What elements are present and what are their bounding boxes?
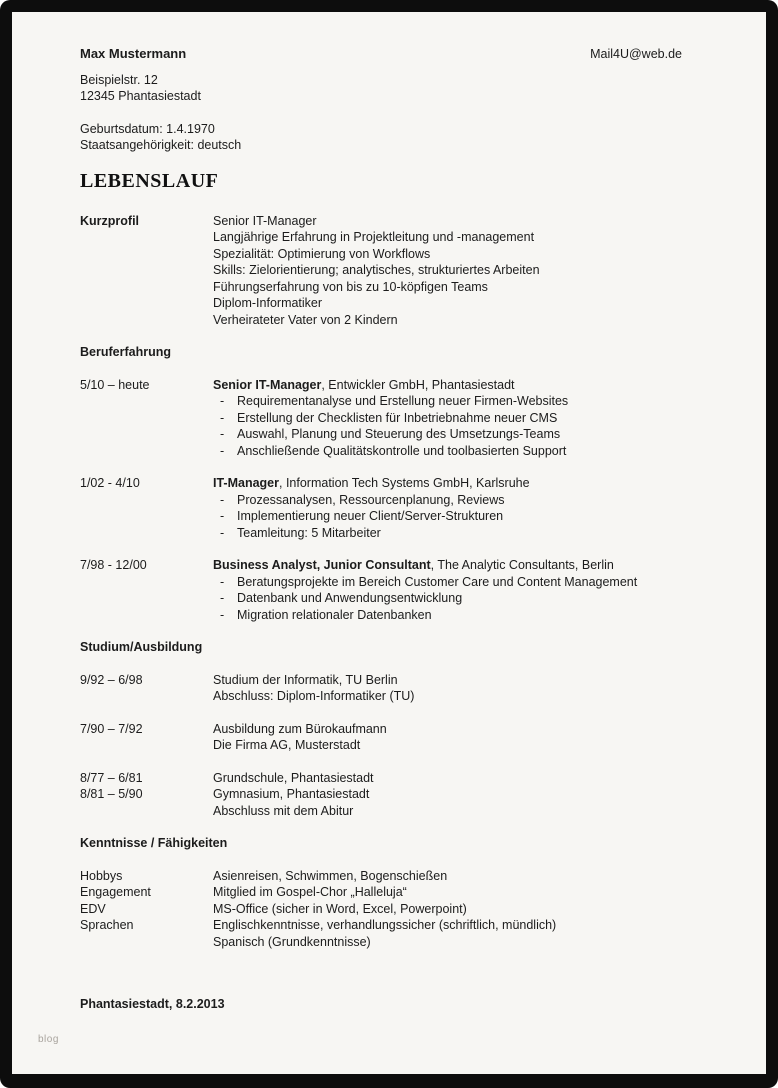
skill-label: Engagement — [80, 885, 151, 899]
birthdate: Geburtsdatum: 1.4.1970 — [80, 121, 215, 136]
kurzprofil-line: Senior IT-Manager — [213, 213, 317, 228]
job-title-bold: Senior IT-Manager — [213, 377, 322, 392]
bullet-dash: - — [220, 443, 225, 458]
bullet-dash: - — [220, 525, 225, 540]
address-line-2: 12345 Phantasiestadt — [80, 89, 201, 103]
bullet-text: Auswahl, Planung und Steuerung des Umsetzungs-Teams — [237, 427, 561, 441]
education-line: Die Firma AG, Musterstadt — [213, 738, 361, 752]
job-date: 7/98 - 12/00 — [80, 558, 147, 572]
resume-page — [12, 12, 766, 1074]
skill-label: EDV — [80, 901, 106, 916]
kurzprofil-line: Führungserfahrung von bis zu 10-köpfigen Teams — [213, 279, 488, 294]
job-date: 5/10 – heute — [80, 377, 150, 392]
education-line: Abschluss mit dem Abitur — [213, 803, 354, 818]
job-title-bold: Business Analyst, Junior Consultant — [213, 558, 431, 572]
job-details — [213, 475, 682, 541]
bullet-dash: - — [220, 427, 225, 441]
header — [80, 46, 682, 63]
bullet-text: Migration relationaler Datenbanken — [237, 607, 432, 622]
skill-line: Asienreisen, Schwimmen, Bogenschießen — [213, 868, 448, 883]
kurzprofil-content — [213, 213, 682, 329]
education-date: 8/81 – 5/90 — [80, 787, 143, 801]
document-title: LEBENSLAUF — [80, 169, 219, 192]
bullet-item — [213, 443, 682, 460]
skill-details — [213, 901, 682, 918]
kurzprofil-line: Langjährige Erfahrung in Projektleitung und -management — [213, 230, 535, 244]
bullet-text: Prozessanalysen, Ressourcenplanung, Reviews — [237, 492, 505, 507]
bullet-item — [213, 393, 682, 410]
job-entry — [80, 557, 682, 623]
bullet-text: Datenbank und Anwendungsentwicklung — [237, 591, 463, 605]
bullet-text: Erstellung der Checklisten für Inbetriebnahme neuer CMS — [237, 410, 558, 425]
bullet-item — [213, 590, 682, 607]
skill-row — [80, 917, 682, 950]
education-line: Grundschule, Phantasiestadt — [213, 770, 374, 785]
bullet-dash: - — [220, 607, 225, 622]
kurzprofil-line: Skills: Zielorientierung; analytisches, strukturiertes Arbeiten — [213, 263, 540, 277]
job-details — [213, 377, 682, 460]
section-heading-berufserfahrung: Beruferfahrung — [80, 345, 171, 359]
section-kurzprofil — [80, 213, 682, 329]
bullet-text: Teamleitung: 5 Mitarbeiter — [237, 525, 381, 540]
skill-line: MS-Office (sicher in Word, Excel, Powerpoint) — [213, 901, 467, 916]
bullet-text: Beratungsprojekte im Bereich Customer Care und Content Management — [237, 574, 638, 589]
email-address: Mail4U@web.de — [590, 47, 682, 61]
skill-row — [80, 868, 682, 885]
skill-line: Englischkenntnisse, verhandlungssicher (schriftlich, mündlich) — [213, 918, 557, 932]
education-line: Studium der Informatik, TU Berlin — [213, 672, 398, 687]
bullet-dash: - — [220, 410, 225, 425]
bullet-item — [213, 607, 682, 624]
education-entry — [80, 672, 682, 705]
skill-line: Mitglied im Gospel-Chor „Halleluja“ — [213, 885, 407, 899]
section-heading-ausbildung: Studium/Ausbildung — [80, 640, 203, 654]
job-title-line — [213, 557, 682, 574]
kurzprofil-line: Verheirateter Vater von 2 Kindern — [213, 312, 398, 327]
education-line: Abschluss: Diplom-Informatiker (TU) — [213, 689, 415, 703]
skill-label: Hobbys — [80, 868, 123, 883]
bullet-text: Anschließende Qualitätskontrolle und toolbasierten Support — [237, 443, 567, 458]
skill-details — [213, 917, 682, 950]
bullet-item — [213, 492, 682, 509]
bullet-dash: - — [220, 492, 225, 507]
education-details — [213, 721, 682, 754]
section-heading-kenntnisse: Kenntnisse / Fähigkeiten — [80, 836, 228, 850]
watermark-text: blog — [38, 1034, 59, 1045]
education-date: 8/77 – 6/81 — [80, 770, 143, 785]
education-details — [213, 770, 682, 787]
job-title-rest: , The Analytic Consultants, Berlin — [430, 558, 614, 572]
education-entry — [80, 770, 682, 787]
kurzprofil-line: Diplom-Informatiker — [213, 296, 323, 310]
skill-details — [213, 884, 682, 901]
job-title-bold: IT-Manager — [213, 476, 279, 490]
address-block — [80, 72, 682, 105]
skill-row — [80, 901, 682, 918]
bullet-text: Implementierung neuer Client/Server-Strukturen — [237, 509, 504, 523]
bullet-dash: - — [220, 394, 225, 408]
job-title-rest: , Information Tech Systems GmbH, Karlsruhe — [279, 476, 530, 490]
kurzprofil-line: Spezialität: Optimierung von Workflows — [213, 246, 431, 261]
bullet-dash: - — [220, 574, 225, 589]
bullet-text: Requirementanalyse und Erstellung neuer Firmen-Websites — [237, 394, 569, 408]
person-name: Max Mustermann — [80, 46, 187, 61]
skill-line: Spanisch (Grundkenntnisse) — [213, 934, 371, 949]
bullet-item — [213, 525, 682, 542]
education-date: 9/92 – 6/98 — [80, 672, 143, 687]
job-title-line — [213, 475, 682, 492]
bullet-dash: - — [220, 591, 225, 605]
job-entry — [80, 377, 682, 460]
bullet-dash: - — [220, 509, 225, 523]
education-date: 7/90 – 7/92 — [80, 721, 143, 736]
skill-label: Sprachen — [80, 918, 134, 932]
personal-info-block — [80, 121, 682, 154]
job-date: 1/02 - 4/10 — [80, 476, 140, 490]
bullet-item — [213, 508, 682, 525]
education-details — [213, 672, 682, 705]
bullet-item — [213, 426, 682, 443]
signature-line: Phantasiestadt, 8.2.2013 — [80, 997, 225, 1011]
skill-row — [80, 884, 682, 901]
education-line: Gymnasium, Phantasiestadt — [213, 787, 370, 801]
education-entry — [80, 786, 682, 819]
address-line-1: Beispielstr. 12 — [80, 72, 158, 87]
education-details — [213, 786, 682, 819]
job-details — [213, 557, 682, 623]
skill-details — [213, 868, 682, 885]
kurzprofil-label: Kurzprofil — [80, 213, 140, 228]
bullet-item — [213, 574, 682, 591]
job-title-rest: , Entwickler GmbH, Phantasiestadt — [321, 377, 515, 392]
education-line: Ausbildung zum Bürokaufmann — [213, 721, 387, 736]
nationality: Staatsangehörigkeit: deutsch — [80, 138, 242, 152]
education-entry — [80, 721, 682, 754]
job-entry — [80, 475, 682, 541]
job-title-line — [213, 377, 682, 394]
bullet-item — [213, 410, 682, 427]
